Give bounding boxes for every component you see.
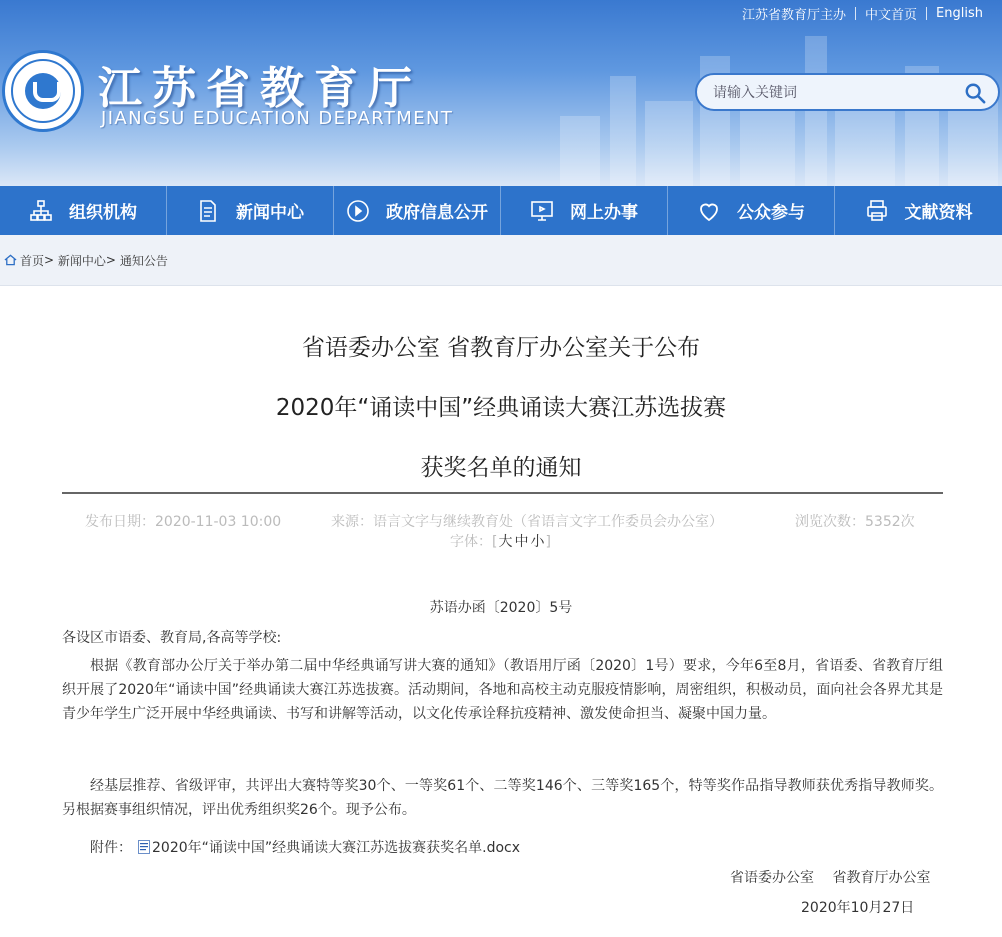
search-icon[interactable] — [964, 82, 986, 104]
nav-item-news[interactable] — [167, 186, 334, 235]
nav-label: 文献资料 — [904, 203, 973, 223]
search-input[interactable] — [713, 83, 953, 103]
breadcrumb-notice[interactable]: 通知公告 — [119, 253, 168, 268]
paragraph-1: 根据《教育部办公厅关于举办第二届中华经典诵写讲大赛的通知》（教语用厅函〔2020〕1号）要求，今年6至8月，省语委、省教育厅组织开展了2020年“诵读中国”经典诵读大赛江苏选拔赛。活动期间，各地和高校主动克服疫情影响，周密组织，积极动员，面向社会各界尤其是青少年学生广泛开展中华经典诵读、书写和讲解等活动，以文化传承诠释抗疫精神、激发使命担当、凝聚中国力量。 — [62, 658, 943, 722]
font-large-button[interactable]: 大 — [498, 534, 513, 550]
attachment-link[interactable]: 2020年“诵读中国”经典诵读大赛江苏选拔赛获奖名单.docx — [152, 840, 521, 856]
nav-item-documents[interactable] — [835, 186, 1002, 235]
site-header — [0, 0, 1002, 186]
breadcrumb-news[interactable]: 新闻中心 — [57, 253, 106, 268]
english-link[interactable]: English — [936, 5, 983, 21]
search-box — [695, 73, 1000, 111]
document-icon — [196, 199, 220, 223]
site-name-en: JIANGSU EDUCATION DEPARTMENT — [101, 108, 454, 129]
nav-label: 新闻中心 — [236, 203, 304, 223]
article-title-line-3: 获奖名单的通知 — [420, 455, 582, 481]
nav-label: 网上办事 — [570, 203, 638, 223]
breadcrumb-home[interactable]: 首页 — [20, 253, 45, 268]
share-icon — [346, 199, 370, 223]
nav-label: 政府信息公开 — [386, 203, 488, 223]
font-small-button[interactable]: 小 — [530, 534, 545, 550]
font-size-switcher: 字体：[大 中 小] — [450, 534, 551, 550]
article-panel — [0, 285, 1002, 937]
title-divider — [62, 492, 943, 494]
attachment-label: 附件： — [90, 840, 132, 856]
signatories: 省语委办公室 省教育厅办公室 — [730, 870, 931, 886]
sign-date: 2020年10月27日 — [801, 900, 915, 916]
main-nav — [0, 186, 1002, 235]
monitor-icon — [530, 199, 554, 223]
article-title-line-2: 2020年“诵读中国”经典诵读大赛江苏选拔赛 — [275, 395, 727, 421]
heart-icon — [697, 199, 721, 223]
attachment — [90, 837, 520, 857]
site-name-cn[interactable]: 江苏省教育厅 — [98, 63, 422, 114]
font-medium-button[interactable]: 中 — [514, 534, 529, 550]
nav-item-public-participation[interactable] — [668, 186, 835, 235]
nav-label: 组织机构 — [69, 203, 137, 223]
breadcrumb-sep: > — [105, 253, 116, 267]
paragraph-2: 经基层推荐、省级评审，共评出大赛特等奖30个、一等奖61个、二等奖146个、三等奖165个，特等奖作品指导教师获优秀指导教师奖。另根据赛事组织情况，评出优秀组织奖26个。现予公布。 — [62, 778, 943, 818]
document-number: 苏语办函〔2020〕5号 — [429, 600, 573, 616]
top-links — [733, 4, 992, 22]
chinese-home-link[interactable]: 中文首页 — [865, 7, 918, 23]
nav-item-gov-info[interactable] — [334, 186, 501, 235]
emblem-core — [25, 73, 61, 109]
breadcrumb — [4, 251, 168, 269]
view-count: 浏览次数：5352次 — [795, 514, 915, 530]
logo-emblem[interactable] — [2, 50, 84, 132]
article-source: 来源：语言文字与继续教育处（省语言文字工作委员会办公室） — [331, 514, 723, 530]
nav-item-organization[interactable] — [0, 186, 167, 235]
printer-icon — [865, 199, 889, 223]
salutation: 各设区市语委、教育局,各高等学校: — [62, 630, 282, 646]
publish-date: 发布日期：2020-11-03 10:00 — [85, 514, 282, 530]
home-icon — [4, 254, 17, 266]
org-chart-icon — [29, 199, 53, 223]
nav-item-online-service[interactable] — [501, 186, 668, 235]
word-file-icon — [138, 840, 150, 854]
sponsor-link[interactable]: 江苏省教育厅主办 — [742, 7, 847, 23]
nav-label: 公众参与 — [737, 203, 805, 223]
breadcrumb-sep: > — [44, 253, 55, 267]
font-size-label: 字体： — [450, 534, 492, 550]
article-title-line-1: 省语委办公室 省教育厅办公室关于公布 — [301, 335, 701, 361]
